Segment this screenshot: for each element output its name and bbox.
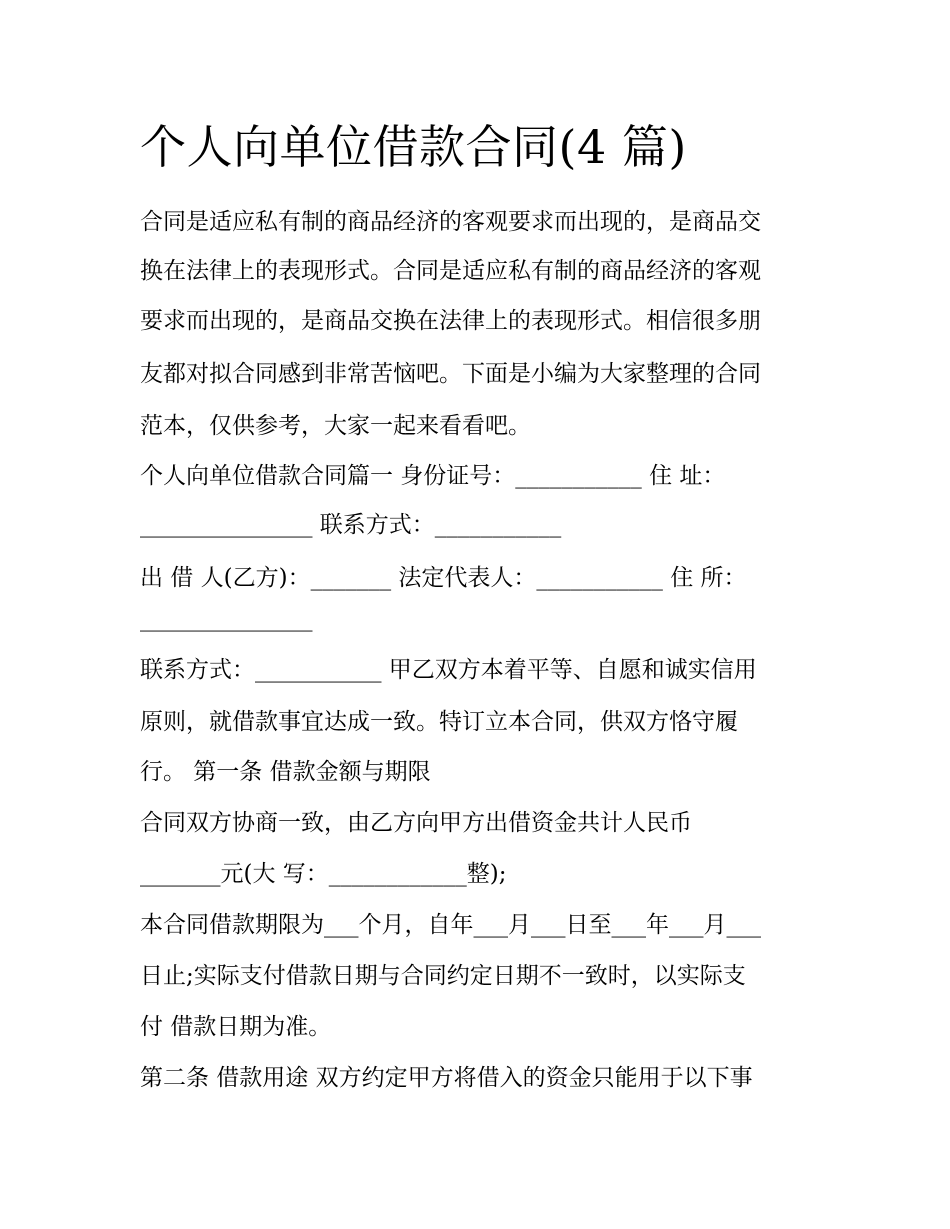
body-line-13: 合同双方协商一致，由乙方向甲方出借资金共计人民币 (140, 810, 692, 836)
body-line-4: 友都对拟合同感到非常苦恼吧。下面是小编为大家整理的合同 (140, 361, 761, 387)
body-line-2: 换在法律上的表现形式。合同是适应私有制的商品经济的客观 (140, 258, 761, 284)
body-line-12: 行。 第一条 借款金额与期限 (140, 759, 431, 785)
body-line-10: 联系方式：___________ 甲乙双方本着平等、自愿和诚实信用 (140, 657, 757, 683)
document-title: 个人向单位借款合同(4 篇) (140, 120, 687, 174)
body-line-5: 范本，仅供参考，大家一起来看看吧。 (140, 413, 531, 439)
body-line-16: 日止;实际支付借款日期与合同约定日期不一致时，以实际支 (140, 963, 746, 989)
body-line-15: 本合同借款期限为___个月，自年___月___日至___年___月___ (140, 912, 761, 938)
body-line-14: _______元(大 写：____________整); (140, 861, 507, 887)
body-line-9: _______________ (140, 606, 313, 632)
body-line-11: 原则，就借款事宜达成一致。特订立本合同，供双方恪守履 (140, 709, 738, 735)
body-line-3: 要求而出现的，是商品交换在法律上的表现形式。相信很多朋 (140, 308, 761, 334)
body-line-18: 第二条 借款用途 双方约定甲方将借入的资金只能用于以下事 (140, 1065, 753, 1091)
body-line-1: 合同是适应私有制的商品经济的客观要求而出现的，是商品交 (140, 209, 761, 235)
body-line-7: _______________ 联系方式：___________ (140, 512, 562, 538)
body-line-17: 付 借款日期为准。 (140, 1014, 332, 1040)
body-line-8: 出 借 人(乙方)：_______ 法定代表人：___________ 住 所： (140, 565, 747, 591)
body-line-6: 个人向单位借款合同篇一 身份证号：___________ 住 址： (140, 463, 726, 489)
